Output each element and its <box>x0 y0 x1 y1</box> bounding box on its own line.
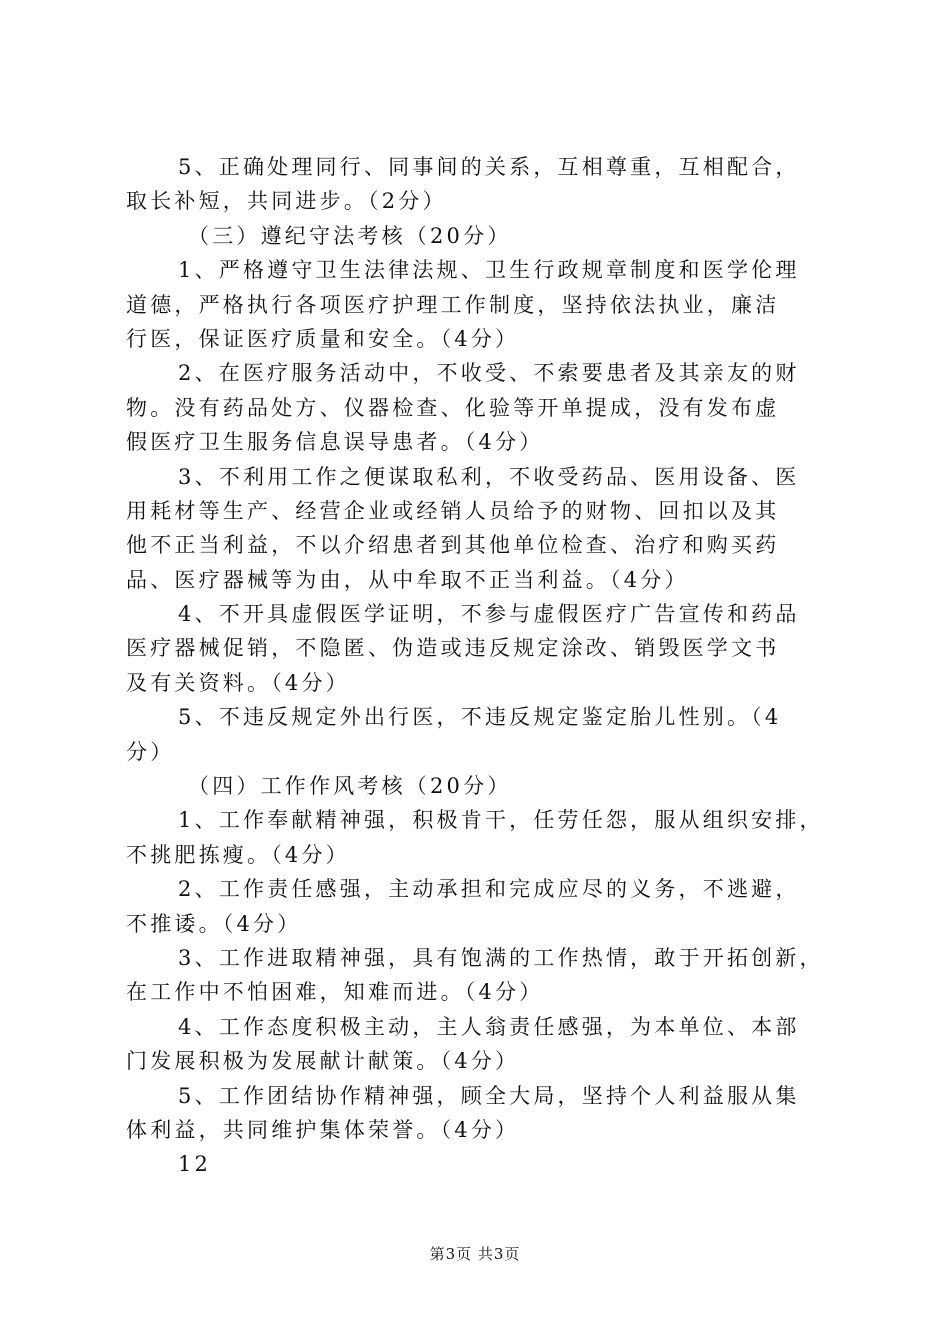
paragraph-line: 5、不违反规定外出行医，不违反规定鉴定胎儿性别。（4 <box>178 705 782 730</box>
paragraph-line: 12 <box>178 1152 212 1177</box>
paragraph-line: 他不正当利益，不以介绍患者到其他单位检查、治疗和购买药 <box>126 533 780 558</box>
page-footer: 第3页 共3页 <box>429 1245 521 1263</box>
paragraph-line: 不挑肥拣瘦。（4分） <box>126 842 350 867</box>
paragraph-line: 医疗器械促销，不隐匿、伪造或违反规定涂改、销毁医学文书 <box>126 636 780 661</box>
paragraph-line: 用耗材等生产、经营企业或经销人员给予的财物、回扣以及其 <box>126 498 780 523</box>
paragraph-line: 不推诿。（4分） <box>126 911 302 936</box>
paragraph-line: 道德，严格执行各项医疗护理工作制度，坚持依法执业，廉洁 <box>126 292 780 317</box>
paragraph-line: 门发展积极为发展献计献策。（4分） <box>126 1049 520 1074</box>
paragraph-line: 分） <box>126 739 175 764</box>
paragraph-line: 3、工作进取精神强，具有饱满的工作热情，敢于开拓创新， <box>178 945 824 970</box>
section-heading: （三）遵纪守法考核（20分） <box>188 223 512 248</box>
paragraph-line: 体利益，共同维护集体荣誉。（4分） <box>126 1117 520 1142</box>
paragraph-line: 及有关资料。（4分） <box>126 670 350 695</box>
paragraph-line: 取长补短，共同进步。（2分） <box>126 189 447 214</box>
paragraph-line: 1、严格遵守卫生法律法规、卫生行政规章制度和医学伦理 <box>178 258 800 283</box>
paragraph-line: 4、工作态度积极主动，主人翁责任感强，为本单位、本部 <box>178 1014 800 1039</box>
paragraph-line: 5、正确处理同行、同事间的关系，互相尊重，互相配合， <box>178 155 800 179</box>
paragraph-line: 5、工作团结协作精神强，顾全大局，坚持个人利益服从集 <box>178 1083 800 1108</box>
section-heading: （四）工作作风考核（20分） <box>188 774 512 799</box>
paragraph-line: 4、不开具虚假医学证明，不参与虚假医疗广告宣传和药品 <box>178 602 800 627</box>
paragraph-line: 在工作中不怕困难，知难而进。（4分） <box>126 980 544 1005</box>
document-body <box>126 150 831 1182</box>
paragraph-line: 物。没有药品处方、仪器检查、化验等开单提成，没有发布虚 <box>126 395 780 420</box>
paragraph-line: 2、在医疗服务活动中，不收受、不索要患者及其亲友的财 <box>178 361 800 386</box>
paragraph-line: 品、医疗器械等为由，从中牟取不正当利益。（4分） <box>126 567 689 592</box>
paragraph-line: 2、工作责任感强，主动承担和完成应尽的义务，不逃避， <box>178 877 800 902</box>
paragraph-line: 1、工作奉献精神强，积极肯干，任劳任怨，服从组织安排， <box>178 808 824 833</box>
paragraph-line: 假医疗卫生服务信息误导患者。（4分） <box>126 430 544 455</box>
paragraph-line: 行医，保证医疗质量和安全。（4分） <box>126 326 520 351</box>
paragraph-line: 3、不利用工作之便谋取私利，不收受药品、医用设备、医 <box>178 464 800 489</box>
